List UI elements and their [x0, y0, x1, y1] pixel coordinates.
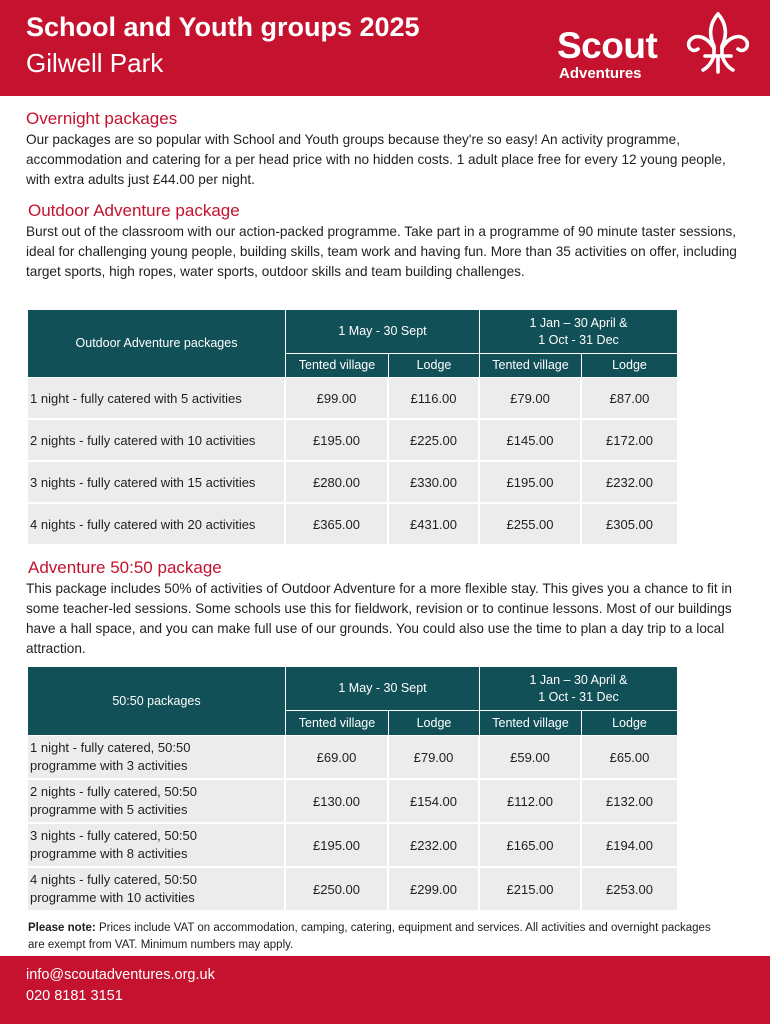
outdoor-subheader-tented: Tented village: [480, 354, 582, 378]
price-cell: £280.00: [286, 462, 389, 504]
period-offpeak-line2: 1 Oct - 31 Dec: [538, 332, 619, 347]
note-label: Please note:: [28, 922, 96, 934]
price-cell: £145.00: [480, 420, 582, 462]
package-label: 2 nights - fully catered with 10 activities: [28, 420, 286, 462]
price-cell: £215.00: [480, 868, 582, 912]
price-cell: £232.00: [389, 824, 480, 868]
price-cell: £99.00: [286, 378, 389, 420]
fifty-header-period-summer: 1 May - 30 Sept: [286, 667, 480, 711]
price-cell: £112.00: [480, 780, 582, 824]
price-cell: £305.00: [582, 504, 677, 546]
outdoor-header-period-summer: 1 May - 30 Sept: [286, 310, 480, 354]
price-cell: £154.00: [389, 780, 480, 824]
outdoor-subheader-lodge: Lodge: [389, 354, 480, 378]
price-cell: £431.00: [389, 504, 480, 546]
outdoor-header-period-offpeak: [480, 310, 677, 354]
price-cell: £79.00: [389, 736, 480, 780]
scout-adventures-logo: [557, 12, 757, 84]
price-cell: £172.00: [582, 420, 677, 462]
price-cell: £195.00: [286, 420, 389, 462]
fifty-subheader-lodge: Lodge: [389, 711, 480, 736]
footer-banner: [0, 956, 770, 1024]
price-cell: £116.00: [389, 378, 480, 420]
price-cell: £232.00: [582, 462, 677, 504]
package-label: [28, 736, 286, 780]
package-label-line2: programme with 10 activities: [30, 890, 195, 905]
page-title: School and Youth groups 2025: [26, 12, 420, 42]
fifty-heading: Adventure 50:50 package: [28, 558, 222, 577]
logo-wordmark: Scout: [557, 25, 658, 66]
price-cell: £365.00: [286, 504, 389, 546]
price-cell: £132.00: [582, 780, 677, 824]
price-cell: £299.00: [389, 868, 480, 912]
fifty-header-period-offpeak: [480, 667, 677, 711]
note-text: Prices include VAT on accommodation, camping, catering, equipment and services. All activities and overnight packages are exempt from VAT. Minimum numbers may apply.: [28, 922, 711, 951]
package-label-line1: 2 nights - fully catered, 50:50: [30, 784, 197, 799]
table-row: [28, 462, 677, 504]
table-row: [28, 780, 677, 824]
price-cell: £59.00: [480, 736, 582, 780]
header-banner: [0, 0, 770, 96]
table-row: [28, 420, 677, 462]
contact-email-link[interactable]: info@scoutadventures.org.uk: [26, 967, 215, 983]
package-label-line2: programme with 8 activities: [30, 846, 188, 861]
package-label: [28, 824, 286, 868]
price-cell: £195.00: [480, 462, 582, 504]
table-row: [28, 824, 677, 868]
package-label: 4 nights - fully catered with 20 activities: [28, 504, 286, 546]
contact-phone[interactable]: 020 8181 3151: [26, 988, 123, 1004]
outdoor-paragraph: Burst out of the classroom with our action-packed programme. Take part in a programme of 90 minute taster sessions, ideal for challenging young people, building skills, team work and having fun. More than 35 activities on offer, including target sports, high ropes, water sports, outdoor skills and team building challenges.: [26, 224, 737, 279]
outdoor-price-table: [28, 310, 677, 546]
price-cell: £255.00: [480, 504, 582, 546]
price-cell: £330.00: [389, 462, 480, 504]
price-cell: £253.00: [582, 868, 677, 912]
table-row: [28, 504, 677, 546]
package-label: 3 nights - fully catered with 15 activities: [28, 462, 286, 504]
table-row: [28, 378, 677, 420]
package-label-line1: 3 nights - fully catered, 50:50: [30, 828, 197, 843]
fleur-de-lis-icon: [685, 12, 751, 74]
fifty-price-table: [28, 667, 677, 912]
period-offpeak-line2: 1 Oct - 31 Dec: [538, 689, 619, 704]
package-label: [28, 868, 286, 912]
fifty-subheader-tented: Tented village: [480, 711, 582, 736]
price-cell: £87.00: [582, 378, 677, 420]
pricing-note: [28, 920, 718, 954]
fifty-paragraph: This package includes 50% of activities of Outdoor Adventure for a more flexible stay. This gives you a chance to fit in some teacher-led sessions. Some schools use this for fieldwork, revision or to continue lessons. Most of our buildings have a hall space, and you can make full use of our grounds. You could also use the time to plan a day trip to a local attraction.: [26, 581, 732, 656]
package-label-line1: 1 night - fully catered, 50:50: [30, 740, 191, 755]
package-label: [28, 780, 286, 824]
logo-subtext: Adventures: [559, 65, 642, 82]
package-label-line2: programme with 3 activities: [30, 758, 188, 773]
price-cell: £195.00: [286, 824, 389, 868]
price-cell: £65.00: [582, 736, 677, 780]
outdoor-header-packages: Outdoor Adventure packages: [28, 310, 286, 378]
table-row: [28, 868, 677, 912]
package-label-line2: programme with 5 activities: [30, 802, 188, 817]
price-cell: £79.00: [480, 378, 582, 420]
outdoor-heading: Outdoor Adventure package: [28, 201, 240, 220]
price-cell: £225.00: [389, 420, 480, 462]
page-subtitle: Gilwell Park: [26, 48, 164, 78]
package-label-line1: 4 nights - fully catered, 50:50: [30, 872, 197, 887]
price-cell: £130.00: [286, 780, 389, 824]
price-cell: £165.00: [480, 824, 582, 868]
fifty-subheader-tented: Tented village: [286, 711, 389, 736]
overnight-paragraph: Our packages are so popular with School and Youth groups because they're so easy! An activity programme, accommodation and catering for a per head price with no hidden costs. 1 adult place free for every 12 young people, with extra adults just £44.00 per night.: [26, 132, 726, 187]
price-cell: £250.00: [286, 868, 389, 912]
outdoor-subheader-tented: Tented village: [286, 354, 389, 378]
period-offpeak-line1: 1 Jan – 30 April &: [529, 315, 628, 330]
outdoor-subheader-lodge: Lodge: [582, 354, 677, 378]
fifty-header-packages: 50:50 packages: [28, 667, 286, 736]
package-label: 1 night - fully catered with 5 activities: [28, 378, 286, 420]
table-row: [28, 736, 677, 780]
price-cell: £194.00: [582, 824, 677, 868]
fifty-subheader-lodge: Lodge: [582, 711, 677, 736]
overnight-heading: Overnight packages: [26, 109, 178, 128]
period-offpeak-line1: 1 Jan – 30 April &: [529, 672, 628, 687]
price-cell: £69.00: [286, 736, 389, 780]
